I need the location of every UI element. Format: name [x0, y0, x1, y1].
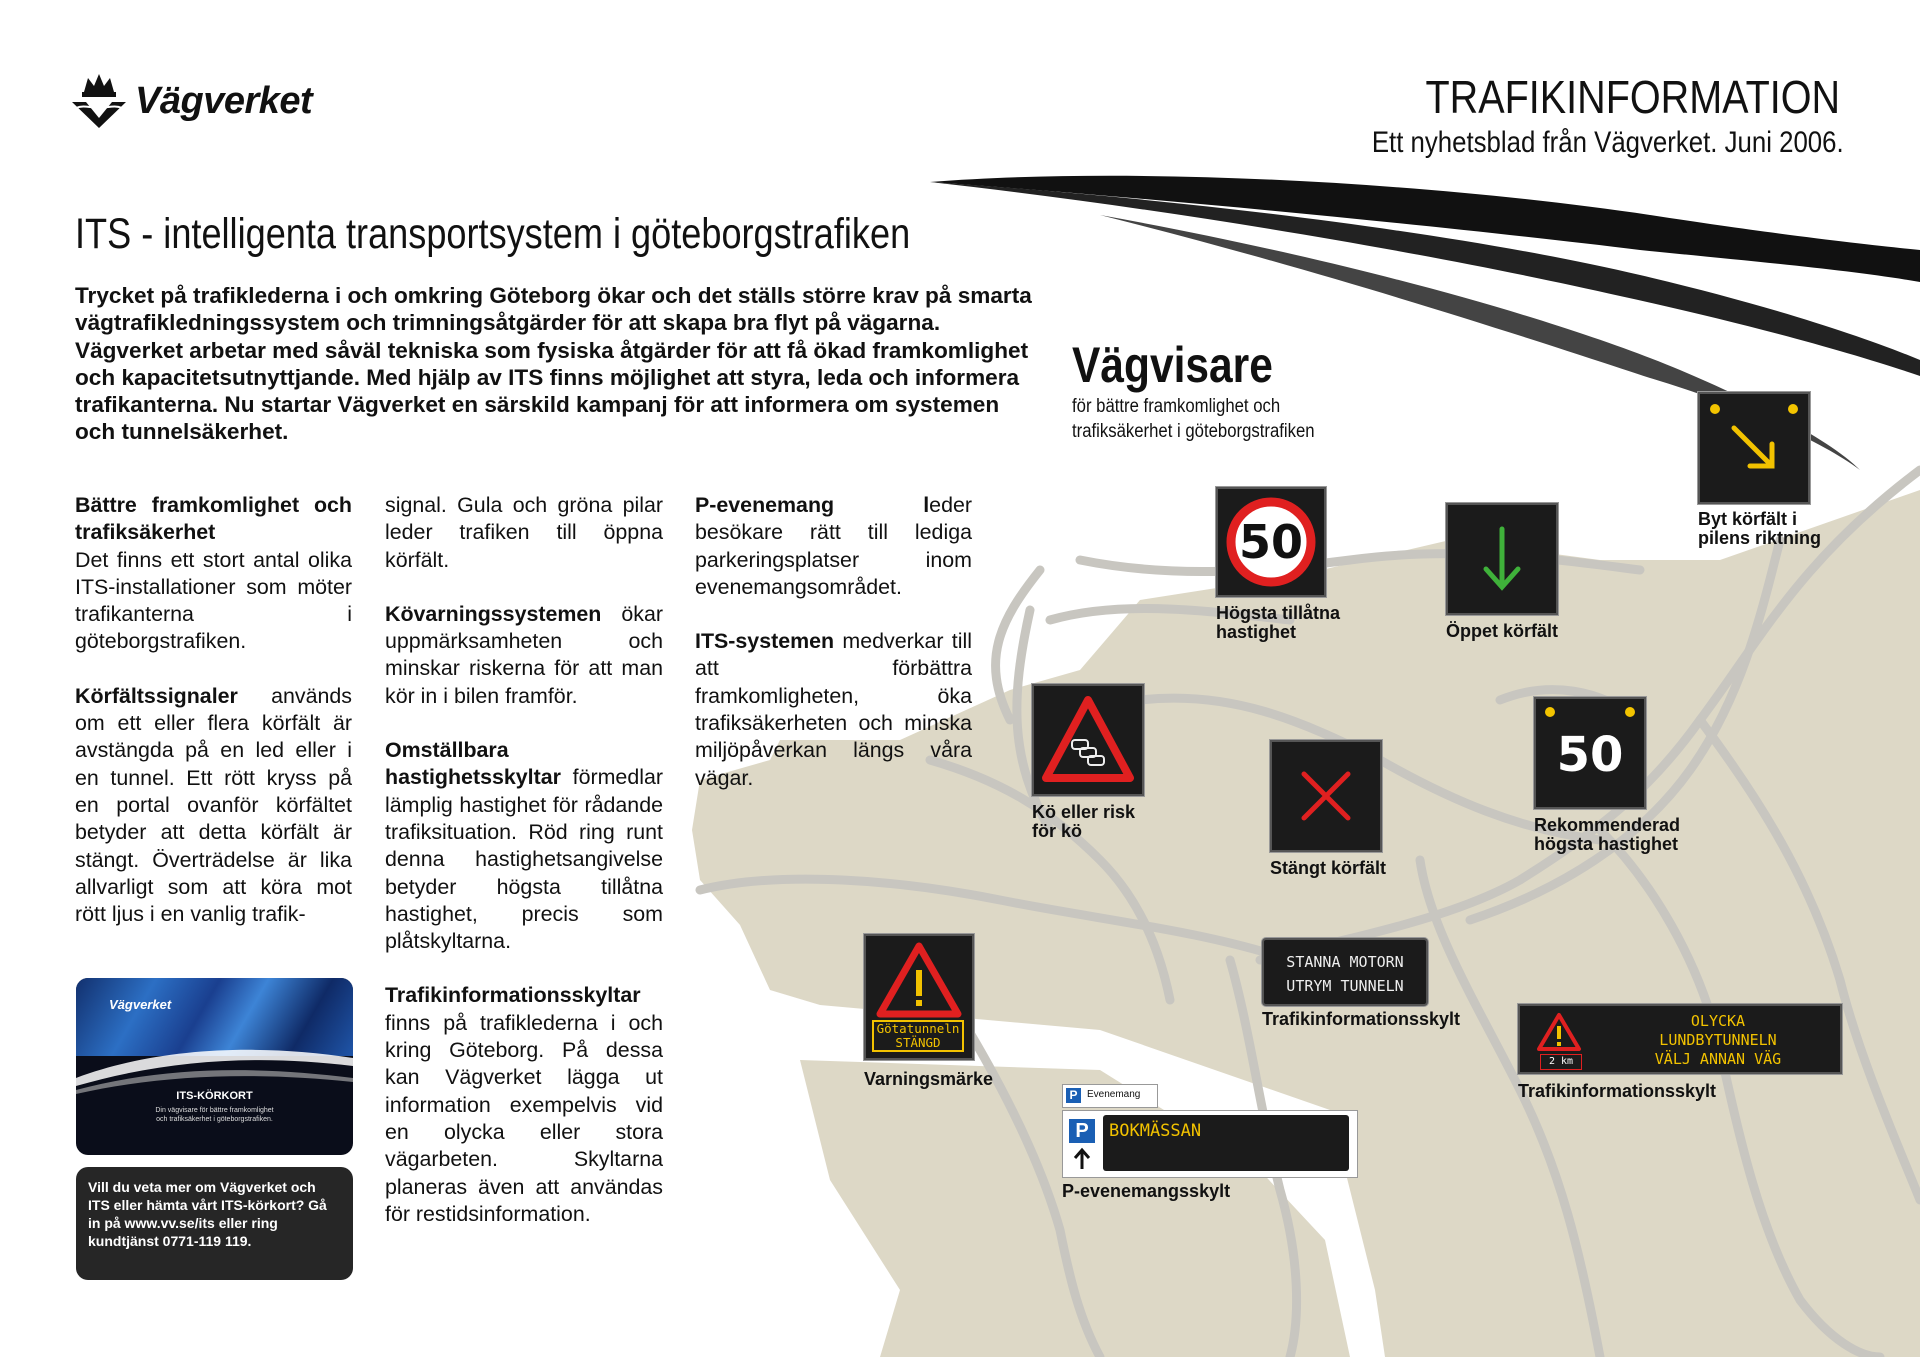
queue-warning-sign — [1032, 684, 1144, 796]
paragraph-heading: Trafikinformationsskyltar — [385, 983, 641, 1008]
queue-caption — [1032, 803, 1135, 841]
parking-icon: P — [1069, 1119, 1095, 1143]
green-arrow-down-icon — [1448, 505, 1556, 613]
change-lane-caption — [1698, 510, 1821, 548]
caption-line: pilens riktning — [1698, 528, 1822, 548]
info-sign-2-caption: Trafikinformationsskylt — [1518, 1081, 1717, 1101]
info-sign-line: OLYCKA — [1690, 1012, 1746, 1030]
card-desc-line: och trafiksäkerhet i göteborgstrafiken. — [156, 1116, 273, 1123]
paragraph-body: används om ett eller flera körfält är avstängda på en led eller i en tunnel. Ett rött kryss på en portal ovanför körfältet betyder att detta körfält är stängt. Överträdelse är lika allvarligt som att köra mot rött ljus i en vanlig trafik- — [75, 683, 352, 927]
caption-line: Kö eller risk — [1032, 802, 1136, 822]
paragraph-heading: ITS-systemen — [695, 629, 835, 654]
guide-subtitle — [1072, 394, 1315, 444]
column-3 — [695, 492, 972, 819]
caption-line: Rekommenderad — [1534, 815, 1681, 835]
open-lane-sign — [1446, 503, 1558, 615]
paragraph-body: förmedlar lämplig hastighet för rådande trafiksituation. Röd ring runt denna hastighetsangivelse betyder högsta tillåtna hastighet, precis som plåtskyltarna. — [385, 765, 663, 954]
paragraph — [385, 737, 663, 955]
paragraph-body: ökar uppmärksamheten och minskar riskerna för att man kör in i bilen framför. — [385, 601, 663, 708]
paragraph — [385, 601, 663, 710]
logo-text: Vägverket — [135, 80, 313, 122]
accident-triangle-icon — [1536, 1012, 1582, 1052]
p-event-tab-label: Evenemang — [1087, 1089, 1141, 1100]
max-speed-caption — [1216, 604, 1340, 642]
info-sign-accident — [1518, 1004, 1842, 1074]
amber-light — [1788, 404, 1798, 414]
p-event-sign — [1062, 1110, 1358, 1178]
info-sign-tunnel — [1262, 938, 1428, 1006]
article-title: ITS - intelligenta transportsystem i göteborgstrafiken — [75, 210, 911, 258]
info-box: Vill du veta mer om Vägverket och ITS eller hämta vårt ITS-körkort? Gå in på www.vv.se/its eller ring kundtjänst 0771-119 119. — [76, 1167, 353, 1280]
info-sign-line: STANNA MOTORN — [1286, 953, 1404, 971]
paragraph-body: eder besökare rätt till lediga parkeringsplatser inom evenemangsområdet. — [695, 493, 972, 599]
paragraph-body: finns på trafiklederna i och kring Göteborg. På dessa kan Vägverket lägga ut information exempelvis vid en olycka eller stora vägarbeten. Skyltarna planeras även att användas för restidsinformation. — [385, 1010, 663, 1226]
change-lane-sign — [1698, 392, 1810, 504]
info-sign-line: LUNDBYTUNNELN — [1659, 1031, 1777, 1049]
parking-icon: P — [1066, 1088, 1081, 1103]
caption-line: Byt körfält i — [1698, 509, 1798, 529]
card-swoosh — [76, 1038, 353, 1098]
paragraph — [385, 492, 663, 574]
card-description — [76, 1106, 353, 1124]
p-event-tab — [1062, 1084, 1158, 1108]
open-lane-caption: Öppet körfält — [1446, 621, 1559, 641]
recommended-speed-sign — [1534, 697, 1646, 809]
paragraph-body: medverkar till att förbättra framkomligheten, öka trafiksäkerheten och minska miljöpåverkan längs våra vägar. — [695, 629, 972, 790]
warning-sign — [864, 934, 974, 1060]
crown-logo-icon — [68, 70, 130, 130]
newsletter-title: TRAFIKINFORMATION — [1425, 71, 1840, 123]
paragraph — [75, 492, 352, 656]
caption-line: hastighet — [1216, 622, 1297, 642]
amber-light — [1710, 404, 1720, 414]
recommended-speed-caption — [1534, 816, 1680, 854]
max-speed-sign — [1216, 487, 1326, 597]
guide-title: Vägvisare — [1072, 337, 1273, 393]
guide-subtitle-line: för bättre framkomlighet och — [1072, 396, 1281, 417]
warning-text-panel — [872, 1020, 964, 1052]
warning-text-line: Götatunneln — [876, 1021, 960, 1036]
article-lead: Trycket på trafiklederna i och omkring Göteborg ökar och det ställs större krav på smarta vägtrafikledningssystem och trimningsåtgärder för att skapa bra flyt på vägarna. Vägverket arbetar med såväl tekniska som fysiska åtgärder för att få ökad framkomlighet och kapacitetsutnyttjande. Med hjälp av ITS finns möjlighet att styra, leda och informera trafikanterna. Nu startar Vägverket en särskild kampanj för att informera om systemen och tunnelsäkerhet. — [75, 283, 1032, 445]
card-logo: Vägverket — [109, 997, 172, 1012]
info-sign-text — [1264, 950, 1426, 998]
paragraph-heading: Omställbara hastighetsskyltar — [385, 738, 561, 790]
queue-triangle-icon — [1034, 686, 1142, 794]
caption-line: högsta hastighet — [1534, 834, 1679, 854]
accident-text — [1600, 1012, 1836, 1069]
newsletter-subtitle: Ett nyhetsblad från Vägverket. Juni 2006. — [1372, 126, 1844, 159]
info-sign-1-caption: Trafikinformationsskylt — [1262, 1009, 1461, 1029]
paragraph-heading: Kövarningssystemen — [385, 601, 602, 626]
column-1 — [75, 492, 352, 955]
info-sign-line: VÄLJ ANNAN VÄG — [1654, 1050, 1782, 1068]
recommended-speed-value: 50 — [1556, 727, 1624, 783]
closed-lane-sign — [1270, 740, 1382, 852]
p-event-display: BOKMÄSSAN — [1103, 1115, 1349, 1171]
paragraph — [385, 982, 663, 1228]
paragraph-heading: P-evenemang l — [695, 493, 930, 517]
column-2 — [385, 492, 663, 1255]
paragraph-body: Det finns ett stort antal olika ITS-installationer som möter trafikanterna i göteborgstrafiken. — [75, 547, 352, 654]
caption-line: för kö — [1032, 821, 1083, 841]
arrow-up-icon — [1071, 1147, 1093, 1171]
red-x-icon — [1272, 742, 1380, 850]
max-speed-value: 50 — [1238, 515, 1303, 569]
amber-light — [1545, 707, 1555, 717]
amber-light — [1625, 707, 1635, 717]
paragraph-heading: Körfältssignaler — [75, 683, 238, 708]
warning-caption: Varningsmärke — [864, 1069, 994, 1089]
card-desc-line: Din vägvisare för bättre framkomlighet — [155, 1107, 274, 1114]
warning-triangle-icon — [866, 936, 972, 1026]
paragraph-body: signal. Gula och gröna pilar leder trafiken till öppna körfält. — [385, 493, 663, 572]
distance-label: 2 km — [1540, 1054, 1582, 1070]
card-title: ITS-KÖRKORT — [176, 1090, 253, 1102]
caption-line: Högsta tillåtna — [1216, 603, 1341, 623]
warning-text-line: STÄNGD — [895, 1035, 941, 1050]
its-korkort-card — [76, 978, 353, 1155]
closed-lane-caption: Stängt körfält — [1270, 858, 1387, 878]
guide-subtitle-line: trafiksäkerhet i göteborgstrafiken — [1072, 421, 1315, 442]
p-event-caption: P-evenemangsskylt — [1062, 1181, 1231, 1201]
paragraph — [75, 683, 352, 929]
paragraph-heading: Bättre framkomlighet och trafiksäkerhet — [75, 493, 352, 545]
info-sign-line: UTRYM TUNNELN — [1286, 977, 1404, 995]
paragraph — [695, 628, 972, 792]
paragraph — [695, 492, 972, 601]
